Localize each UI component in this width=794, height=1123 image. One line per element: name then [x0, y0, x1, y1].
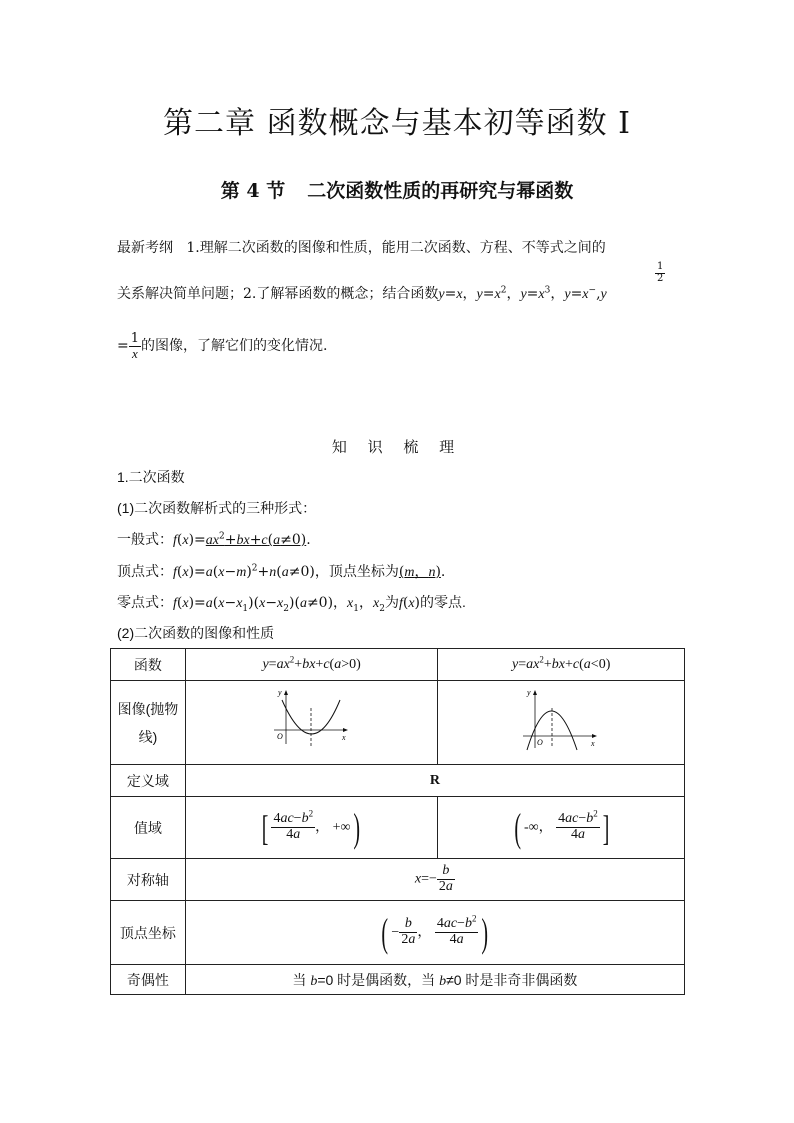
graph-label-origin: O	[276, 732, 283, 741]
range-a-positive: [ $\frac{4ac-b^2}{4a}$ ， +∞)	[185, 797, 438, 859]
syllabus-label: 最新考纲	[117, 240, 173, 256]
table-row	[111, 965, 685, 995]
table-row	[111, 649, 685, 681]
function-a-negative: $y=ax^2+bx+c(a<0)$	[438, 649, 685, 681]
graph-label-x: x	[591, 739, 595, 748]
graph-downward-parabola	[438, 681, 685, 765]
domain-value: R	[185, 765, 684, 797]
vertex-coordinates: ( − $\frac{b}{2a}$ ， $\frac{4ac-b^2}{4a}$ )	[185, 901, 684, 965]
exponent-half: $\frac{1}{2}$	[657, 261, 664, 284]
table-row	[111, 681, 685, 765]
row-label-range: 值域	[111, 797, 186, 859]
quadratic-properties-table	[110, 648, 685, 995]
syllabus-line-1: 最新考纲 1.理解二次函数的图像和性质，能用二次函数、方程、不等式之间的	[117, 240, 606, 256]
table-row	[111, 859, 685, 901]
row-label-parity: 奇偶性	[111, 965, 186, 995]
upward-parabola-svg	[272, 688, 352, 754]
zero-form: 零点式：$f(x)=a(x-x_1)(x-x_2)(a\ne 0)$，$x_1$，$x_2$为f(x)的零点.	[117, 594, 466, 614]
graph-label-y: y	[277, 688, 282, 697]
section-number: 第 4 节	[220, 180, 286, 202]
syllabus-line-3: = $\frac{1}{x}$ 的图像，了解它们的变化情况.	[117, 331, 328, 361]
axis-of-symmetry: x=− $\frac{b}{2a}$	[185, 859, 684, 901]
table-row	[111, 901, 685, 965]
graph-upward-parabola	[185, 681, 438, 765]
section-name: 二次函数性质的再研究与幂函数	[307, 180, 574, 202]
row-label-axis: 对称轴	[111, 859, 186, 901]
graph-properties-heading: (2)二次函数的图像和性质	[117, 625, 275, 641]
graph-label-x: x	[341, 733, 346, 742]
section-title	[0, 176, 794, 203]
chapter-title: 第二章 函数概念与基本初等函数 Ⅰ	[163, 106, 631, 141]
row-label-graph: 图像(抛物线)	[111, 681, 186, 765]
subheading-quadratic: 1.二次函数	[117, 469, 185, 485]
row-label-vertex: 顶点坐标	[111, 901, 186, 965]
table-row	[111, 797, 685, 859]
vertex-form: 顶点式：$f(x)=a(x-m)^2+n(a\ne 0)$，顶点坐标为(m，n).	[117, 563, 446, 580]
three-forms-heading: (1)二次函数解析式的三种形式：	[117, 500, 317, 516]
syllabus-line-2: 关系解决简单问题；2.了解幂函数的概念；结合函数y=x，$y=x^2$，$y=x^3$，y=x−,y	[117, 285, 607, 302]
downward-parabola-svg	[521, 688, 601, 754]
function-a-positive: $y=ax^2+bx+c(a>0)$	[185, 649, 438, 681]
knowledge-heading: 知 识 梳 理	[331, 438, 463, 456]
row-label-domain: 定义域	[111, 765, 186, 797]
graph-label-origin: O	[537, 738, 543, 747]
parity-value: 当 b=0 时是偶函数，当 b≠0 时是非奇非偶函数	[185, 965, 684, 995]
general-form: 一般式：$f(x)=ax^2+bx+c(a\ne 0)$.	[117, 531, 311, 548]
table-row	[111, 765, 685, 797]
range-a-negative: ( -∞， $\frac{4ac-b^2}{4a}$ ]	[438, 797, 685, 859]
graph-label-y: y	[527, 688, 531, 697]
row-label-function: 函数	[111, 649, 186, 681]
